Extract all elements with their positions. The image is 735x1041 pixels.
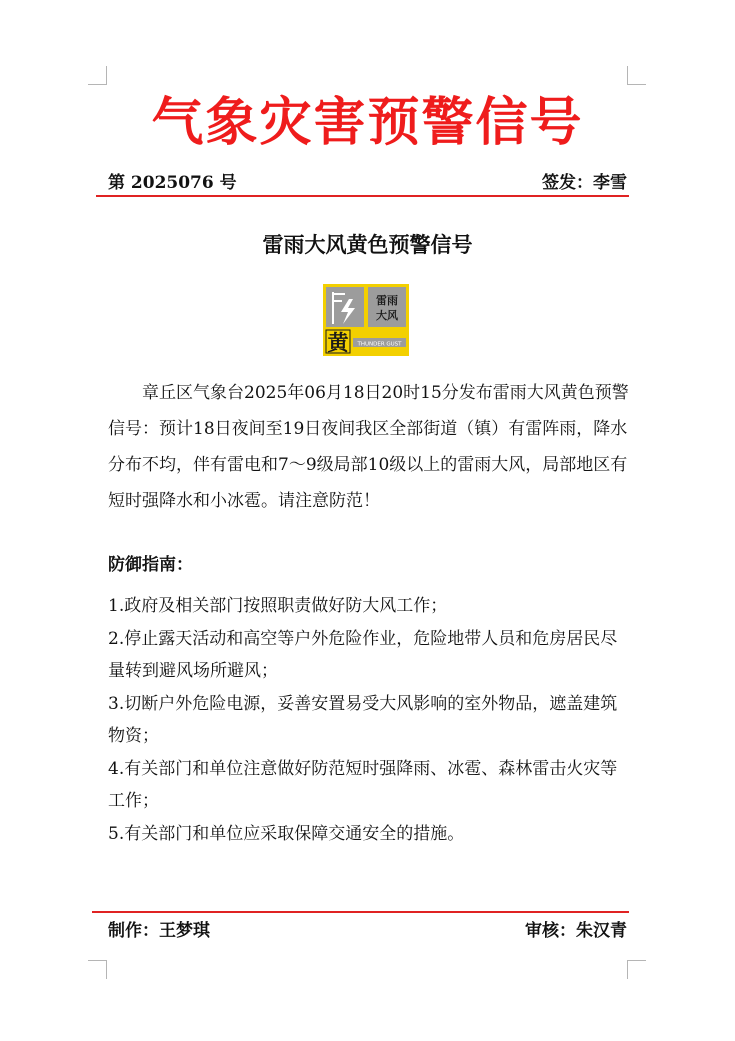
guide-item: 4.有关部门和单位注意做好防范短时强降雨、冰雹、森林雷击火灾等工作； xyxy=(108,758,618,811)
guide-item: 5.有关部门和单位应采取保障交通安全的措施。 xyxy=(108,823,465,844)
crop-mark-top-right xyxy=(627,66,646,85)
crop-mark-bottom-left xyxy=(88,960,107,979)
warning-level-char: 黄 xyxy=(327,331,349,355)
guide-item: 1.政府及相关部门按照职责做好防大风工作； xyxy=(108,596,448,616)
warning-body-text: 章丘区气象台2025年06月18日20时15分发布雷雨大风黄色预警信号：预计18日夜间至19日夜间我区全部街道（镇）有雷阵雨，降水分布不均，伴有雷电和7～9级局部10级以上的雷雨大风，局部地区有短时强降水和小冰雹。请注意防范！ xyxy=(108,383,629,511)
guide-heading: 防御指南： xyxy=(108,555,193,575)
issue-number: 第 2025076 号 xyxy=(108,173,237,193)
guide-list xyxy=(108,590,633,850)
footer-divider xyxy=(92,911,629,913)
signer: 签发：李雪 xyxy=(542,173,627,193)
warning-icon-english-label: THUNDER GUST xyxy=(357,341,402,348)
warning-icon-label-line2: 大风 xyxy=(376,309,398,322)
warning-icon-label-line1: 雷雨 xyxy=(376,294,398,307)
guide-item: 3.切断户外危险电源，妥善安置易受大风影响的室外物品，遮盖建筑物资； xyxy=(108,693,618,746)
reviewer: 审核：朱汉青 xyxy=(525,921,627,941)
warning-title: 雷雨大风黄色预警信号 xyxy=(262,232,473,257)
maker: 制作：王梦琪 xyxy=(108,921,210,941)
crop-mark-top-left xyxy=(88,66,107,85)
document-header-title: 气象灾害预警信号 xyxy=(151,93,584,153)
header-divider xyxy=(96,195,629,197)
crop-mark-bottom-right xyxy=(627,960,646,979)
guide-item: 2.停止露天活动和高空等户外危险作业，危险地带人员和危房居民尽量转到避风场所避风； xyxy=(108,628,618,681)
thunderstorm-wind-yellow-warning-icon xyxy=(323,284,409,356)
